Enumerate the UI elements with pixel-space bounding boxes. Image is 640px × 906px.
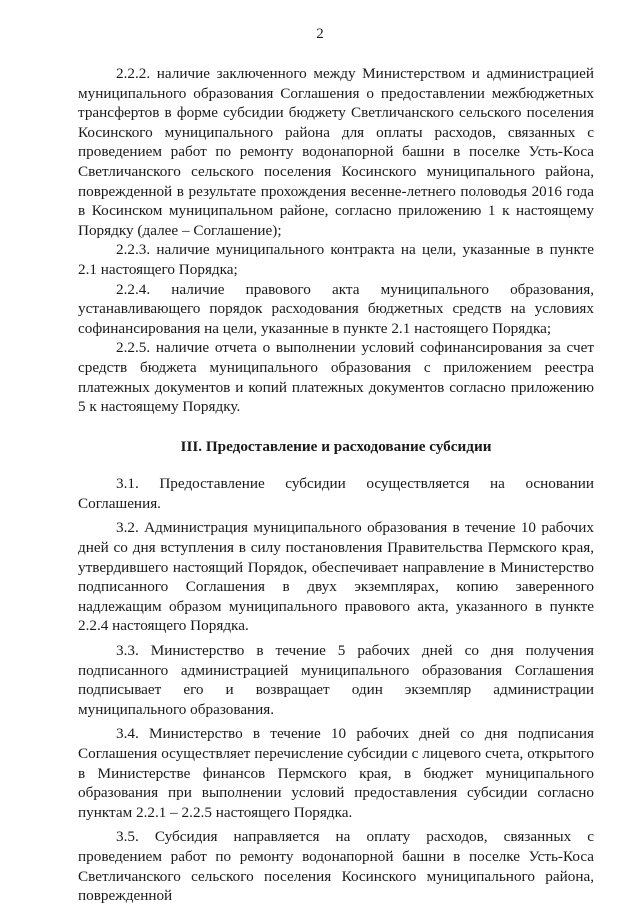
paragraph-3-3: 3.3. Министерство в течение 5 рабочих дней со дня получения подписанного администрацией муниципального образования Соглашения подписывает его и возвращает один экземпляр администрации муниципального образования. — [78, 642, 594, 718]
document-body — [78, 64, 594, 906]
paragraph-3-5: 3.5. Субсидия направляется на оплату расходов, связанных с проведением работ по ремонту водонапорной башни в поселке Усть-Коса Светличанского сельского поселения Косинского муниципального района, поврежденной — [78, 828, 594, 905]
section-3-heading: III. Предоставление и расходование субсидии — [180, 437, 492, 455]
paragraph-2-2-5: 2.2.5. наличие отчета о выполнении условий софинансирования за счет средств бюджета муниципального образования с приложением реестра платежных документов и копий платежных документов согласно приложению 5 к настоящему Порядку. — [78, 339, 594, 416]
paragraph-3-4: 3.4. Министерство в течение 10 рабочих дней со дня подписания Соглашения осуществляет перечисление субсидии с лицевого счета, открытого в Министерстве финансов Пермского края, в бюджет муниципального образования при выполнении условий предоставления субсидии согласно пунктам 2.2.1 – 2.2.5 настоящего Порядка. — [78, 725, 594, 821]
paragraph-2-2-3: 2.2.3. наличие муниципального контракта на цели, указанные в пункте 2.1 настоящего Порядка; — [78, 241, 594, 278]
page-number: 2 — [316, 26, 324, 42]
paragraph-2-2-4: 2.2.4. наличие правового акта муниципального образования, устанавливающего порядок расходования бюджетных средств на условиях софинансирования на цели, указанные в пункте 2.1 настоящего Порядка; — [78, 280, 594, 337]
paragraph-2-2-2: 2.2.2. наличие заключенного между Министерством и администрацией муниципального образования Соглашения о предоставлении межбюджетных трансфертов в форме субсидии бюджету Светличанского сельского поселения Косинского муниципального района для оплаты расходов, связанных с проведением работ по ремонту водонапорной башни в поселке Усть-Коса Светличанского сельского поселения Косинского муниципального района, поврежденной в результате прохождения весенне-летнего половодья 2016 года в Косинском муниципальном районе, согласно приложению 1 к настоящему Порядку (далее – Соглашение); — [78, 65, 594, 239]
paragraph-3-2: 3.2. Администрация муниципального образования в течение 10 рабочих дней со дня вступления в силу постановления Правительства Пермского края, утвердившего настоящий Порядок, обеспечивает направление в Министерство подписанного Соглашения в двух экземплярах, копию заверенного надлежащим образом муниципального правового акта, указанного в пункте 2.2.4 настоящего Порядка. — [78, 519, 594, 635]
paragraph-3-1: 3.1. Предоставление субсидии осуществляется на основании Соглашения. — [78, 475, 594, 512]
